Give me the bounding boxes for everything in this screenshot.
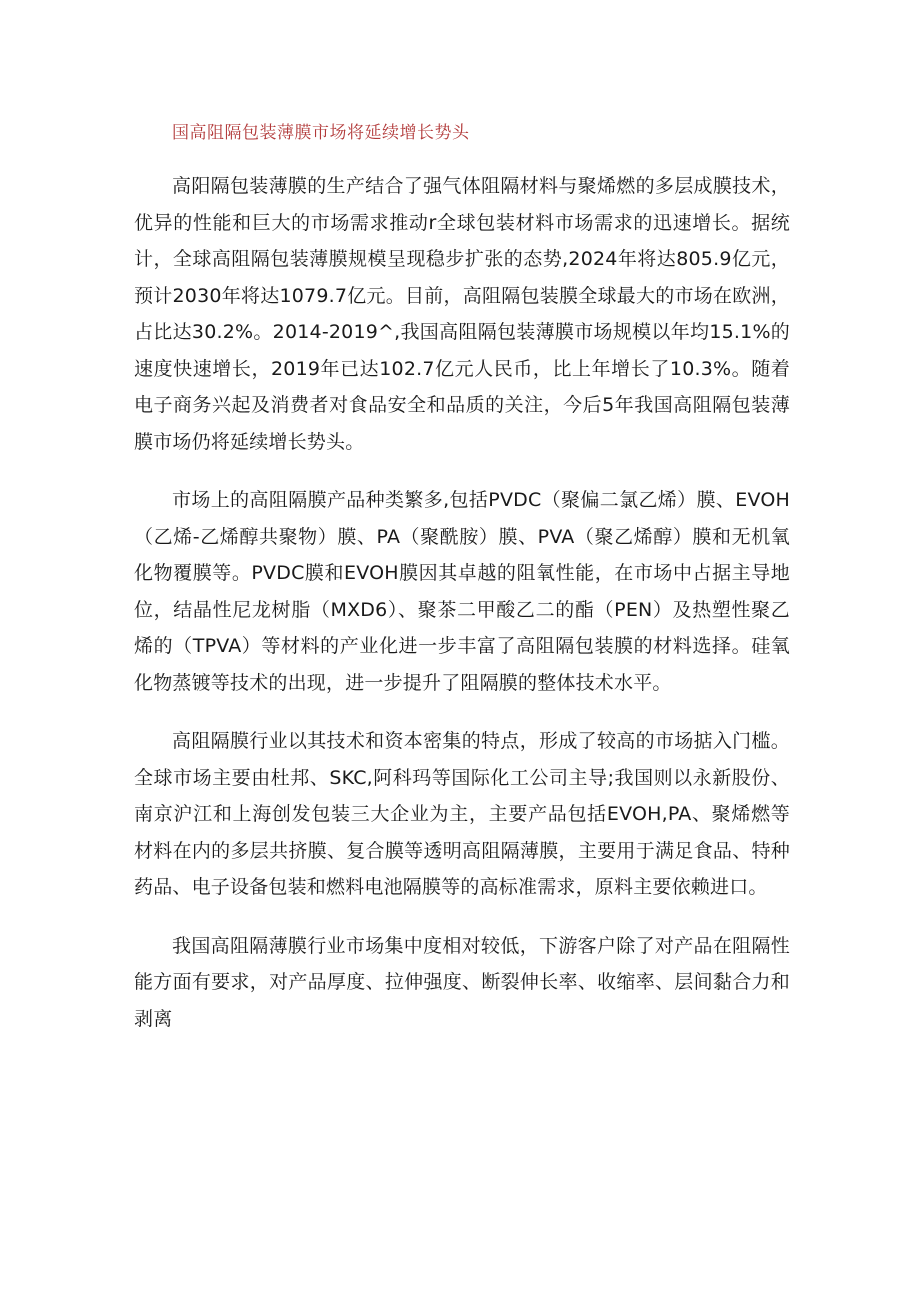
body-text — [134, 168, 790, 1059]
section-heading: 国高阻隔包装薄膜市场将延续增长势头 — [172, 123, 470, 143]
paragraph-industry-players: 高阻隔膜行业以其技术和资本密集的特点，形成了较高的市场掂入门槛。全球市场主要由杜邦、SKC,阿科玛等国际化工公司主导;我国则以永新股份、南京沪江和上海创发包装三大企业为主，主要产品包括EVOH,PA、聚烯燃等材料在内的多层共挤膜、复合膜等透明高阻隔薄膜，主要用于满足食品、特种药品、电子设备包装和燃料电池隔膜等的高标准需求，原料主要依赖进口。 — [134, 730, 790, 898]
paragraph-market-concentration: 我国高阻隔薄膜行业市场集中度相对较低，下游客户除了对产品在阻隔性能方面有要求，对产品厚度、拉伸强度、断裂伸长率、收缩率、层间黏合力和剥离 — [134, 934, 790, 1030]
paragraph-market-growth: 高阳隔包装薄膜的生产结合了强气体阻隔材料与聚烯燃的多层成膜技术，优异的性能和巨大的市场需求推动r全球包装材料市场需求的迅速增长。据统计，全球高阻隔包装薄膜规模呈现稳步扩张的态势,2024年将达805.9亿元，预计2030年将达1079.7亿元。目前，高阻隔包装膜全球最大的市场在欧洲，占比达30.2%。2014-2019^,我国高阻隔包装薄膜市场规模以年均15.1%的速度快速增长，2019年已达102.7亿元人民币，比上年增长了10.3%。随着电子商务兴起及消费者对食品安全和品质的关注，今后5年我国高阻隔包装薄膜市场仍将延续增长势头。 — [134, 175, 790, 453]
paragraph-product-types: 市场上的高阻隔膜产品种类繁多,包括PVDC（聚偏二氯乙烯）膜、EVOH（乙烯-乙烯醇共聚物）膜、PA（聚酰胺）膜、PVA（聚乙烯醇）膜和无机氧化物覆膜等。PVDC膜和EVOH膜因其卓越的阻氧性能，在市场中占据主导地位，结晶性尼龙树脂（MXD6）、聚茶二甲酸乙二的酯（PEN）及热塑性聚乙烯的（TPVA）等材料的产业化进一步丰富了高阻隔包装膜的材料选择。硅氧化物蒸镀等技术的出现，进一步提升了阻隔膜的整体技术水平。 — [134, 489, 790, 694]
